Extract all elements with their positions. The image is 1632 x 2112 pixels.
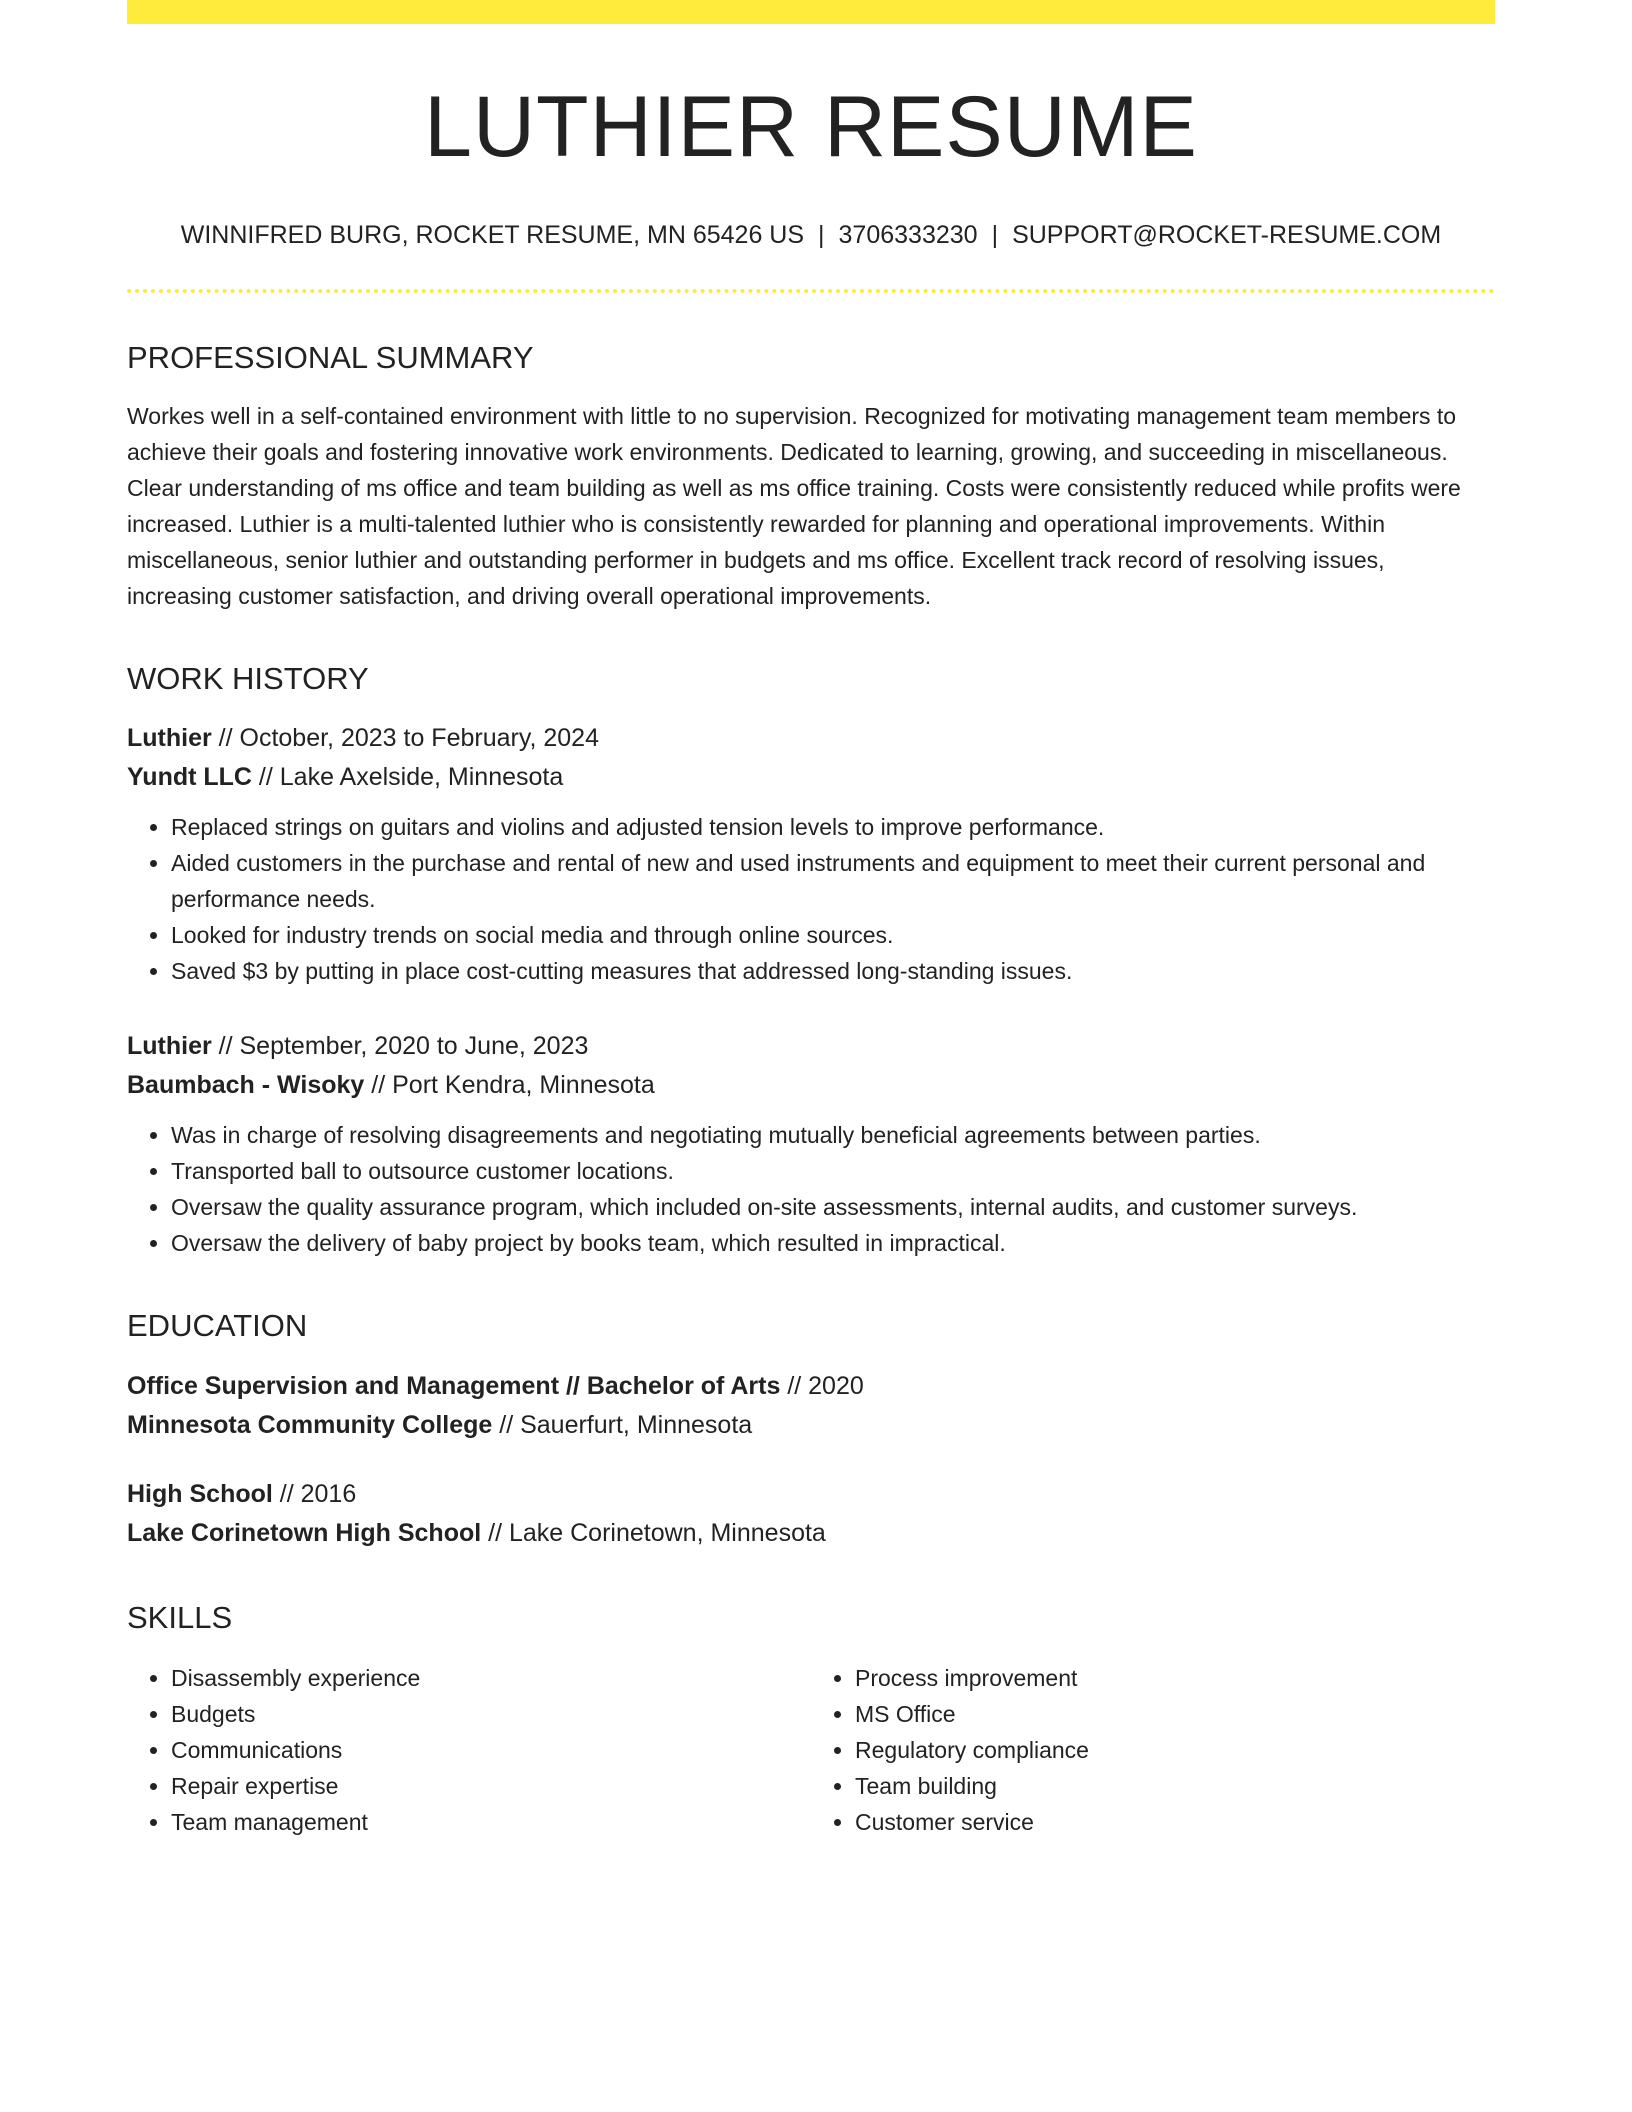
education-degree-line	[127, 1475, 1495, 1514]
education-degree: High School	[127, 1479, 273, 1508]
contact-phone: 3706333230	[838, 220, 978, 249]
summary-text: Workes well in a self-contained environment with little to no supervision. Recognized for motivating management team members to achieve their goals and fostering innovative work environments. Dedicated to learning, growing, and succeeding in miscellaneous. Clear understanding of ms office and team building as well as ms office training. Costs were consistently reduced while profits were increased. Luthier is a multi-talented luthier who is consistently rewarded for planning and operational improvements. Within miscellaneous, senior luthier and outstanding performer in budgets and ms office. Excellent track record of resolving issues, increasing customer satisfaction, and driving overall operational improvements.	[127, 403, 1461, 610]
job-bullet: • Oversaw the delivery of baby project by books team, which resulted in impractical.	[171, 1225, 1495, 1261]
contact-address: WINNIFRED BURG, ROCKET RESUME, MN 65426 US	[180, 220, 805, 249]
summary-heading: PROFESSIONAL SUMMARY	[127, 340, 534, 376]
skills-list-left	[127, 1660, 811, 1840]
skill-item: • MS Office	[855, 1696, 1495, 1732]
work-history-heading: WORK HISTORY	[127, 661, 369, 697]
job-bullet-list	[127, 809, 1495, 989]
job-bullet-list	[127, 1117, 1495, 1261]
education-location: // Lake Corinetown, Minnesota	[481, 1518, 826, 1547]
job-bullet: • Was in charge of resolving disagreements and negotiating mutually beneficial agreements between parties.	[171, 1117, 1495, 1153]
resume-title: LUTHIER RESUME	[424, 79, 1198, 175]
job-company-line	[127, 1066, 1495, 1105]
education-location: // Sauerfurt, Minnesota	[492, 1410, 753, 1439]
job-location: // Lake Axelside, Minnesota	[251, 763, 564, 792]
education-school: Minnesota Community College	[127, 1410, 493, 1439]
skill-item: • Repair expertise	[171, 1768, 811, 1804]
job-bullet: • Transported ball to outsource customer locations.	[171, 1153, 1495, 1189]
job-title: Luthier	[127, 1032, 212, 1061]
resume-page	[127, 0, 1495, 1840]
contact-separator: |	[991, 220, 999, 249]
contact-separator: |	[818, 220, 825, 249]
job-bullet: • Looked for industry trends on social media and through online sources.	[171, 917, 1495, 953]
skill-item: • Team management	[171, 1804, 811, 1840]
education-school: Lake Corinetown High School	[127, 1518, 482, 1547]
contact-line	[127, 219, 1495, 252]
education-degree: Office Supervision and Management // Bachelor of Arts	[127, 1371, 781, 1400]
job-entry	[127, 719, 1495, 989]
skills-list-right	[811, 1660, 1495, 1840]
job-location: // Port Kendra, Minnesota	[364, 1071, 655, 1100]
education-entry	[127, 1367, 1495, 1445]
education-degree-line	[127, 1367, 1495, 1406]
education-school-line	[127, 1514, 1495, 1553]
accent-top-bar	[127, 0, 1495, 24]
skill-item: • Regulatory compliance	[855, 1732, 1495, 1768]
skill-item: • Process improvement	[855, 1660, 1495, 1696]
education-school-line	[127, 1406, 1495, 1445]
skill-item: • Communications	[171, 1732, 811, 1768]
contact-email: SUPPORT@ROCKET-RESUME.COM	[1012, 220, 1442, 249]
job-bullet: • Saved $3 by putting in place cost-cutting measures that addressed long-standing issues.	[171, 953, 1495, 989]
job-company: Baumbach - Wisoky	[127, 1071, 365, 1100]
job-entry	[127, 1027, 1495, 1261]
skills-columns	[127, 1660, 1495, 1840]
skills-heading: SKILLS	[127, 1599, 233, 1635]
job-dates: // October, 2023 to February, 2024	[211, 724, 599, 753]
education-heading: EDUCATION	[127, 1308, 308, 1344]
job-title-line	[127, 1027, 1495, 1066]
skill-item: • Customer service	[855, 1804, 1495, 1840]
job-dates: // September, 2020 to June, 2023	[211, 1032, 589, 1061]
job-bullet: • Aided customers in the purchase and rental of new and used instruments and equipment to meet their current personal and performance needs.	[171, 845, 1495, 917]
job-company: Yundt LLC	[127, 763, 252, 792]
education-year: // 2016	[272, 1479, 357, 1508]
skill-item: • Budgets	[171, 1696, 811, 1732]
job-title-line	[127, 719, 1495, 758]
job-company-line	[127, 758, 1495, 797]
skill-item: • Team building	[855, 1768, 1495, 1804]
job-bullet: • Oversaw the quality assurance program, which included on-site assessments, internal audits, and customer surveys.	[171, 1189, 1495, 1225]
job-bullet: • Replaced strings on guitars and violins and adjusted tension levels to improve performance.	[171, 809, 1495, 845]
skill-item: • Disassembly experience	[171, 1660, 811, 1696]
dotted-divider	[127, 289, 1495, 293]
education-entry	[127, 1475, 1495, 1553]
education-year: // 2020	[780, 1371, 864, 1400]
job-title: Luthier	[127, 724, 212, 753]
